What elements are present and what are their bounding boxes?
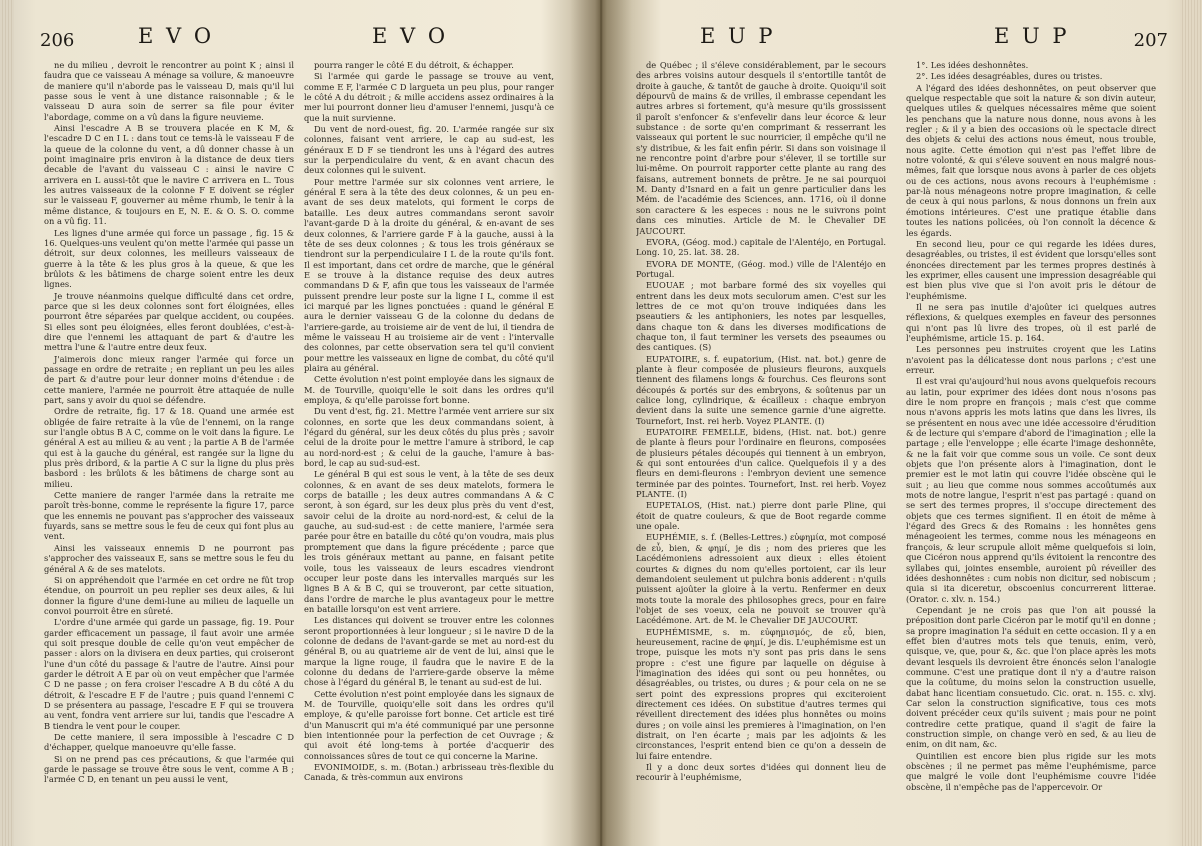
paragraph: pourra ranger le côté E du détroit, & échapper.: [314, 60, 514, 70]
paragraph: EUPATOIRE FEMELLE, bidens, (Hist. nat. bot.) genre de plante à fleurs pour l'ordinaire en fleurons, composées de plusieurs pétales découpés qui tiennent à un embryon, & qui sont entourées d'un calice. Quelquefois il y a des fleurs en demi-fleurons : l'embryon devient une semence terminée par des pointes. Tournefort, Inst. rei herb. Voyez PLANTE. (I): [636, 427, 886, 500]
left-page-column-1: [44, 60, 294, 830]
paragraph: De cette maniere, il sera impossible à l'escadre C D d'échapper, quelque manoeuvre qu'elle fasse.: [44, 732, 294, 753]
paragraph: Cependant je ne crois pas que l'on ait poussé la préposition dont parle Cicéron par le motif qu'il en donne ; sa propre imagination l'a séduit en cette occasion. Il y a en effet bien d'autres mots tels que tenuis, enim, verò, quisque, ve, que, pour &, &c. que l'on place après les mots devant lesquels ils devroient être énoncés selon l'analogie commune. C'est une pratique dont il n'y a d'autre raison que la coûtume, du moins selon la construction usuelle, dabat hanc licentiam consuetudo. Cic. orat. n. 155. c. xlvj. Car selon la construction significative, tous ces mots doivent précéder ceux qu'ils suivent ; mais pour ne point contredire cette pratique, quand il s'agit de faire la construction simple, on change verò en sed, & au lieu de enim, on dit nam, &c.: [906, 604, 1156, 750]
left-page-header: [40, 24, 570, 54]
paragraph: Ainsi les vaisseaux ennemis D ne pourront pas s'approcher des vaisseaux E, sans se mettre sous le feu du général A & de ses matelots.: [44, 542, 294, 574]
page-number-right: 207: [1133, 30, 1168, 51]
page-number-left: 206: [40, 30, 75, 51]
left-page: [40, 24, 570, 830]
paragraph: Du vent de nord-ouest, fig. 20. L'armée rangée sur six colonnes, faisant vent arriere, le cap au sud-est, les généraux E D F se tiendront les uns à l'égard des autres sur la perpendiculaire du vent, & en avant chacun des deux colonnes qui le suivent.: [304, 124, 554, 176]
paragraph: Il ne sera pas inutile d'ajoûter ici quelques autres réflexions, & quelques exemples en faveur des personnes qui n'ont pas lû livre des tropes, où il est parlé de l'euphémisme, article 15. p. 164.: [906, 301, 1156, 343]
paragraph: EUPHÉMIE, s. f. (Belles-Lettres.) εὐφημία, mot composé de εὖ, bien, & φημί, je dis ; nom des prieres que les Lacédémoniens adressoient aux dieux : elles étoient courtes & dignes du nom qu'elles portoient, car ils leur demandoient seulement ut pulchra bonis adderent : n'quils puissent ajoûter la gloire à la vertu. Renfermer en deux mots toute la morale des philosophes grecs, pour en faire l'objet de ses voeux, cela ne pouvoit se trouver qu'à Lacédémone. Art. de M. le Chevalier DE JAUCOURT.: [636, 532, 886, 626]
right-running-head-2: E U P: [994, 24, 1070, 48]
paragraph: 1°. Les idées deshonnêtes.: [916, 60, 1029, 70]
paragraph: Les personnes peu instruites croyent que les Latins n'avoient pas la délicatesse dont nous parlons ; c'est une erreur.: [906, 344, 1156, 375]
paragraph: Si on appréhendoit que l'armée en cet ordre ne fût trop étendue, on pourroit un peu replier ses deux ailes, & lui donner la figure d'une demi-lune au milieu de laquelle un convoi pourroit être en sûreté.: [44, 574, 294, 616]
right-page-column-2: [906, 60, 1156, 830]
book-gutter: [570, 0, 632, 846]
paragraph: EVORA, (Géog. mod.) capitale de l'Alentéjo, en Portugal. Long. 10, 25. lat. 38. 28.: [636, 236, 886, 258]
left-page-column-2: [304, 60, 554, 830]
paragraph: Les distances qui doivent se trouver entre les colonnes seront proportionnées à leur longueur ; si le navire D de la colonne de dedans de l'avant-garde se met au nord-est du général B, ou au quatrieme air de vent de lui, ainsi que le marque la ligne rouge, il faudra que le navire E de la colonne du dedans de l'arriere-garde observe la même chose à l'égard du général B, le tenant au sud-est de lui.: [304, 615, 554, 688]
paragraph: Ordre de retraite, fig. 17 & 18. Quand une armée est obligée de faire retraite à la vûe de l'ennemi, on la range sur l'angle obtus B A C, comme on le voit dans la figure. Le général A est au milieu & au vent ; la partie A B de l'armée qui est à la gauche du général, est rangée sur la ligne du plus près dribord, & la partie A C sur la ligne du plus près basbord : les brûlots & les bâtimens de charge sont au milieu.: [44, 406, 294, 489]
paragraph: Ainsi l'escadre A B se trouvera placée en K M, & l'escadre D C en I L : dans tout ce tems-là le vaisseau F de la queue de la colonne du vent, a dû donner chasse à un point imaginaire pris environ à la distance de deux tiers decable de l'avant du vaisseau C : ainsi le navire C arrivera en L aussi-tôt que le navire C arrivera en L. Tous les autres vaisseaux de la colonne F E doivent se régler sur le vaisseau F, gouverner au même rhumb, le tenir à la même distance, & toujours en E, N. E. & O. S. O. comme on a vû fig. 11.: [44, 123, 294, 227]
paragraph: EUPHÉMISME, s. m. εὐφημισμός, de εὖ, bien, heureusement, racine de φημί, je dis. L'euphémisme est un trope, puisque les mots n'y sont pas pris dans le sens propre : c'est une figure par laquelle on déguise à l'imagination des idées qui sont ou peu honnêtes, ou désagréables, ou tristes, ou dures ; & pour cela on ne se sert point des expressions propres qui exciteroient directement ces idées. On substitue d'autres termes qui réveillent directement des idées plus honnêtes ou moins dures ; on voile ainsi les premieres à l'imagination, on l'en distrait, on l'en écarte ; mais par les adjoints & les circonstances, l'esprit entend bien ce qu'on a dessein de lui faire entendre.: [636, 626, 886, 761]
paragraph: Cette évolution n'est point employée dans les signaux de M. de Tourville, quoiqu'elle soit dans les ordres qu'il employe, & qu'elle paroisse fort bonne. Cet article est tiré d'un Manuscrit qui m'a été communiqué par une personne bien intentionnée pour la perfection de cet Ouvrage ; & qui avoit été long-tems à portée d'acquerir des connoissances sûres de tout ce qui concerne la Marine.: [304, 688, 554, 761]
paragraph: A l'égard des idées deshonnêtes, on peut observer que quelque respectable que soit la nature & son divin auteur, quelques utiles & quelques nécessaires même que soient les penchans que la nature nous donne, nous avons à les regler ; & il y a bien des occasions où le spectacle direct des objets & celui des actions nous émeut, nous trouble, nous agite. Cette émotion qui n'est pas l'effet libre de notre volonté, & qui s'éleve souvent en nous malgré nous-mêmes, fait que lorsque nous avons à parler de ces objets ou de ces actions, nous avons recours à l'euphémisme : par-là nous ménageons notre propre imagination, & celle de ceux à qui nous parlons, & nous donnons un frein aux émotions intérieures. C'est une pratique établie dans toutes les nations policées, où l'on connoît la décence & les égards.: [906, 82, 1156, 238]
left-running-head-1: E V O: [138, 24, 215, 48]
paragraph: Je trouve néanmoins quelque difficulté dans cet ordre, parce que si les deux colonnes sont fort éloignées, elles pourront être séparées par quelque accident, ou coupées. Si elles sont peu éloignées, elles feront doublées, c'est-à-dire que l'ennemi les attaquant de part & d'autre les mettra l'une & l'autre entre deux feux.: [44, 290, 294, 353]
paragraph: EVONIMOIDE, s. m. (Botan.) arbrisseau très-flexible du Canada, & très-commun aux environs: [304, 762, 554, 783]
paragraph: EUOUAE ; mot barbare formé des six voyelles qui entrent dans les deux mots seculorum amen. C'est sur les lettres de ce mot qu'on trouve indiquées dans les pseautiers & les antiphoniers, les notes par lesquelles, dans chaque ton & dans les diverses modifications de chaque ton, il faut terminer les versets des pseaumes ou des cantiques. (S): [636, 280, 886, 353]
right-page: [634, 24, 1174, 830]
paragraph: Du vent d'est, fig. 21. Mettre l'armée vent arriere sur six colonnes, en sorte que les deux commandans soient, à l'égard du général, sur les deux côtés du plus près ; savoir celui de la droite pour le mettre l'amure à stribord, le cap au nord-nord-est ; & celui de la gauche, l'amure à bas-bord, le cap au sud-sud-est.: [304, 406, 554, 469]
paragraph: Si l'armée qui garde le passage se trouve au vent, comme E F, l'armée C D largueta un peu plus, pour ranger le côté A du détroit ; & mille accidens assez ordinaires à la mer lui pourront donner lieu d'amuser l'ennemi, jusqu'à ce que la nuit survienne.: [304, 71, 554, 123]
paragraph: Quintilien est encore bien plus rigide sur les mots obscènes ; il ne permet pas même l'euphémisme, parce que malgré le voile dont l'euphémisme couvre l'idée obscène, il n'empêche pas de l'appercevoir. Or: [906, 750, 1156, 792]
right-page-column-1: [636, 60, 886, 830]
paragraph: Les lignes d'une armée qui force un passage , fig. 15 & 16. Quelques-uns veulent qu'on mette l'armée qui passe un détroit, sur deux colonnes, les meilleurs vaisseaux de guerre à la tête & les plus gros à la queue, & que les brûlots & les bâtimens de charge soient entre les deux lignes.: [44, 227, 294, 290]
paragraph: EVORA DE MONTE, (Géog. mod.) ville de l'Alentéjo en Portugal.: [636, 258, 886, 279]
paragraph: L'ordre d'une armée qui garde un passage, fig. 19. Pour garder efficacement un passage, il faut avoir une armée qui soit presque double de celle qu'on veut empêcher de passer : alors on la divisera en deux parties, qui croiseront l'une d'un côté du passage & l'autre de l'autre. Ainsi pour garder le détroit A E par où on veut empêcher que l'armée C D ne passe ; on fera croiser l'escadre A B du côté A du détroit, & l'escadre E F de l'autre ; puis quand l'ennemi C D se présentera au passage, l'escadre E F qui se trouvera au vent, fondra vent arriere sur lui, tandis que l'escadre A B tiendra le vent pour le couper.: [44, 617, 294, 731]
paragraph: EUPATOIRE, s. f. eupatorium, (Hist. nat. bot.) genre de plante à fleur composée de plusieurs fleurons, auxquels tiennent des filamens longs & fourchus. Ces fleurons sont découpés & portés sur des embryons, & soûtenus par un calice long, cylindrique, & écailleux : chaque embryon devient dans la suite une semence garnie d'une aigrette. Tournefort, Inst. rei herb. Voyez PLANTE. (I): [636, 353, 886, 426]
right-running-head-1: E U P: [700, 24, 776, 48]
paragraph: Cette évolution n'est point employée dans les signaux de M. de Tourville, quoiqu'elle le soit dans les ordres qu'il employa, & qu'elle paroisse fort bonne.: [304, 374, 554, 405]
paragraph: Il est vrai qu'aujourd'hui nous avons quelquefois recours au latin, pour exprimer des idées dont nous n'osons pas dire le nom propre en françois ; mais c'est que comme nous n'avons appris les mots latins que dans les livres, ils se présentent en nous avec une idée accessoire d'érudition & de lecture qui s'empare d'abord de l'imagination ; elle la partage ; elle l'enveloppe ; elle écarte l'image deshonnête, & ne la fait voir que comme sous un voile. Ce sont deux objets que l'on présente alors à l'imagination, dont le premier est le mot latin qui couvre l'idée obscène qui le suit ; au lieu que comme nous sommes accoûtumés aux mots de notre langue, l'esprit n'est pas partagé : quand on se sert des termes propres, il s'occupe directement des objets que ces termes signifient. Il en étoit de même à l'égard des Grecs & des Romains : les honnêtes gens ménageoient les termes, comme nous les ménageons en françois, & leur scrupule alloit même quelquefois si loin, que Cicéron nous apprend qu'ils évitoient la rencontre des syllabes qui, jointes ensemble, auroient pû réveiller des idées deshonnêtes : cum nobis non dicitur, sed nobiscum ; quia si ita diceretur, obscoenius concurrerent litterae. (Orator. c. xlv. n. 154.): [906, 376, 1156, 604]
right-page-header: [634, 24, 1174, 54]
paragraph: Cette maniere de ranger l'armée dans la retraite me paroît très-bonne, comme le représente la figure 17, parce que les ennemis ne pouvant pas s'approcher des vaisseaux fuyards, sans se mettre sous le feu de ceux qui font plus au vent.: [44, 490, 294, 542]
right-page-edges: [1180, 0, 1202, 846]
paragraph: Il y a donc deux sortes d'idées qui donnent lieu de recourir à l'euphémisme,: [636, 762, 886, 783]
paragraph: Si on ne prend pas ces précautions, & que l'armée qui garde le passage se trouve être sous le vent, comme A B ; l'armée C D, en tenant un peu aussi le vent,: [44, 753, 294, 785]
paragraph: EUPETALOS, (Hist. nat.) pierre dont parle Pline, qui étoit de quatre couleurs, & que de Boot regarde comme une opale.: [636, 500, 886, 532]
paragraph: 2°. Les idées desagréables, dures ou tristes.: [916, 71, 1103, 82]
paragraph: J'aimerois donc mieux ranger l'armée qui force un passage en ordre de retraite ; en repliant un peu les ailes de part & d'autre pour leur donner moins d'étendue : de cette maniere, l'armée ne pourroit être attaquée de nulle part, sans y avoir du quoi se défendre.: [44, 353, 294, 405]
paragraph: En second lieu, pour ce qui regarde les idées dures, desagréables, ou tristes, il est évident que lorsqu'elles sont énoncées directement par les termes propres destinés à les exprimer, elles causent une impression desagréable qui est bien plus vive que si l'on avoit pris le détour de l'euphémisme.: [906, 238, 1156, 301]
paragraph: Le général B qui est sous le vent, à la tête de ses deux colonnes, & en avant de ses deux matelots, formera le corps de bataille ; les deux autres commandans A & C seront, à son égard, sur les deux plus près du vent d'est, savoir celui de la droite au nord-nord-est, & celui de la gauche, au sud-sud-est : de cette maniere, l'armée sera parée pour être en bataille du côté qu'on voudra, mais plus promptement que dans la figure précédente ; parce que les trois généraux mettant au panne, en faisant petite voile, tous les vaisseaux de leurs escadres viendront occuper leur poste dans les intervalles marqués sur les lignes B A & B C, qui se trouveront, par cette situation, dans l'ordre de marche le plus avantageux pour le mettre en bataille lorsqu'on est vent arriere.: [304, 469, 554, 614]
left-page-edges: [0, 0, 14, 846]
paragraph: ne du milieu , devroit le rencontrer au point K ; ainsi il faudra que ce vaisseau A ménage sa voilure, & manoeuvre de maniere qu'il n'aborde pas le vaisseau D, mais qu'il lui passe sous le vent à une distance raisonnable ; & le vaisseau D aura soin de serrer sa file pour éviter l'abordage, comme on a vû dans la figure neuvieme.: [44, 60, 294, 122]
paragraph: Pour mettre l'armée sur six colonnes vent arriere, le général E sera à la tête des deux colonnes, & un peu en-avant de ses deux matelots, qui forment le corps de bataille. Les deux autres commandans seront savoir l'avant-garde D à la droite du général, & en-avant de ses deux colonnes, & l'arriere garde F à la gauche, aussi à la tête de ses deux colonnes ; & tous les trois généraux se tiendront sur la perpendiculaire I L de la route qu'ils font. Il est important, dans cet ordre de marche, que le général E se trouve à la distance requise des deux autres commandans D & F, afin que tous les vaisseaux de l'armée puissent prendre leur poste sur la ligne I L, comme il est ici marqué par les lignes ponctuées : quand le général E aura le dernier vaisseau G de la colonne du dedans de l'arriere-garde, au troisieme air de vent de lui, il tiendra de même le vaisseau H au troisieme air de vent : l'intervalle des colonnes, par cette observation sera tel qu'il convient pour mettre les vaisseaux en ligne de combat, du côté qu'il plaira au général.: [304, 176, 554, 373]
left-running-head-2: E V O: [372, 24, 449, 48]
paragraph: de Québec ; il s'éleve considérablement, par le secours des arbres voisins autour desquels il s'entortille tantôt de droite à gauche, & tantôt de gauche à droite. Quoiqu'il soit dépourvû de mains & de vrilles, il embrasse cependant les autres arbres si fortement, qu'à mesure qu'ils grossissent il paroît s'enfoncer & s'enfevelir dans leur écorce & leur substance : de sorte qu'en comprimant & resserrant les vaisseaux qui portent le suc nourricier, il empêche qu'il ne s'y distribue, & les fait enfin périr. Si dans son voisinage il ne rencontre point d'arbre pour s'élever, il se tortille sur lui-même. On pourroit rapporter cette plante au rang des faisans, autrement bonnets de prêtre. Je ne sai pourquoi M. Danty d'Isnard en a fait un genre particulier dans les Mém. de l'académie des Sciences, ann. 1716, où il donne son caractere & les especes : nous ne le suivrons point dans ces minuties. Article de M. le Chevalier DE JAUCOURT.: [636, 60, 886, 236]
